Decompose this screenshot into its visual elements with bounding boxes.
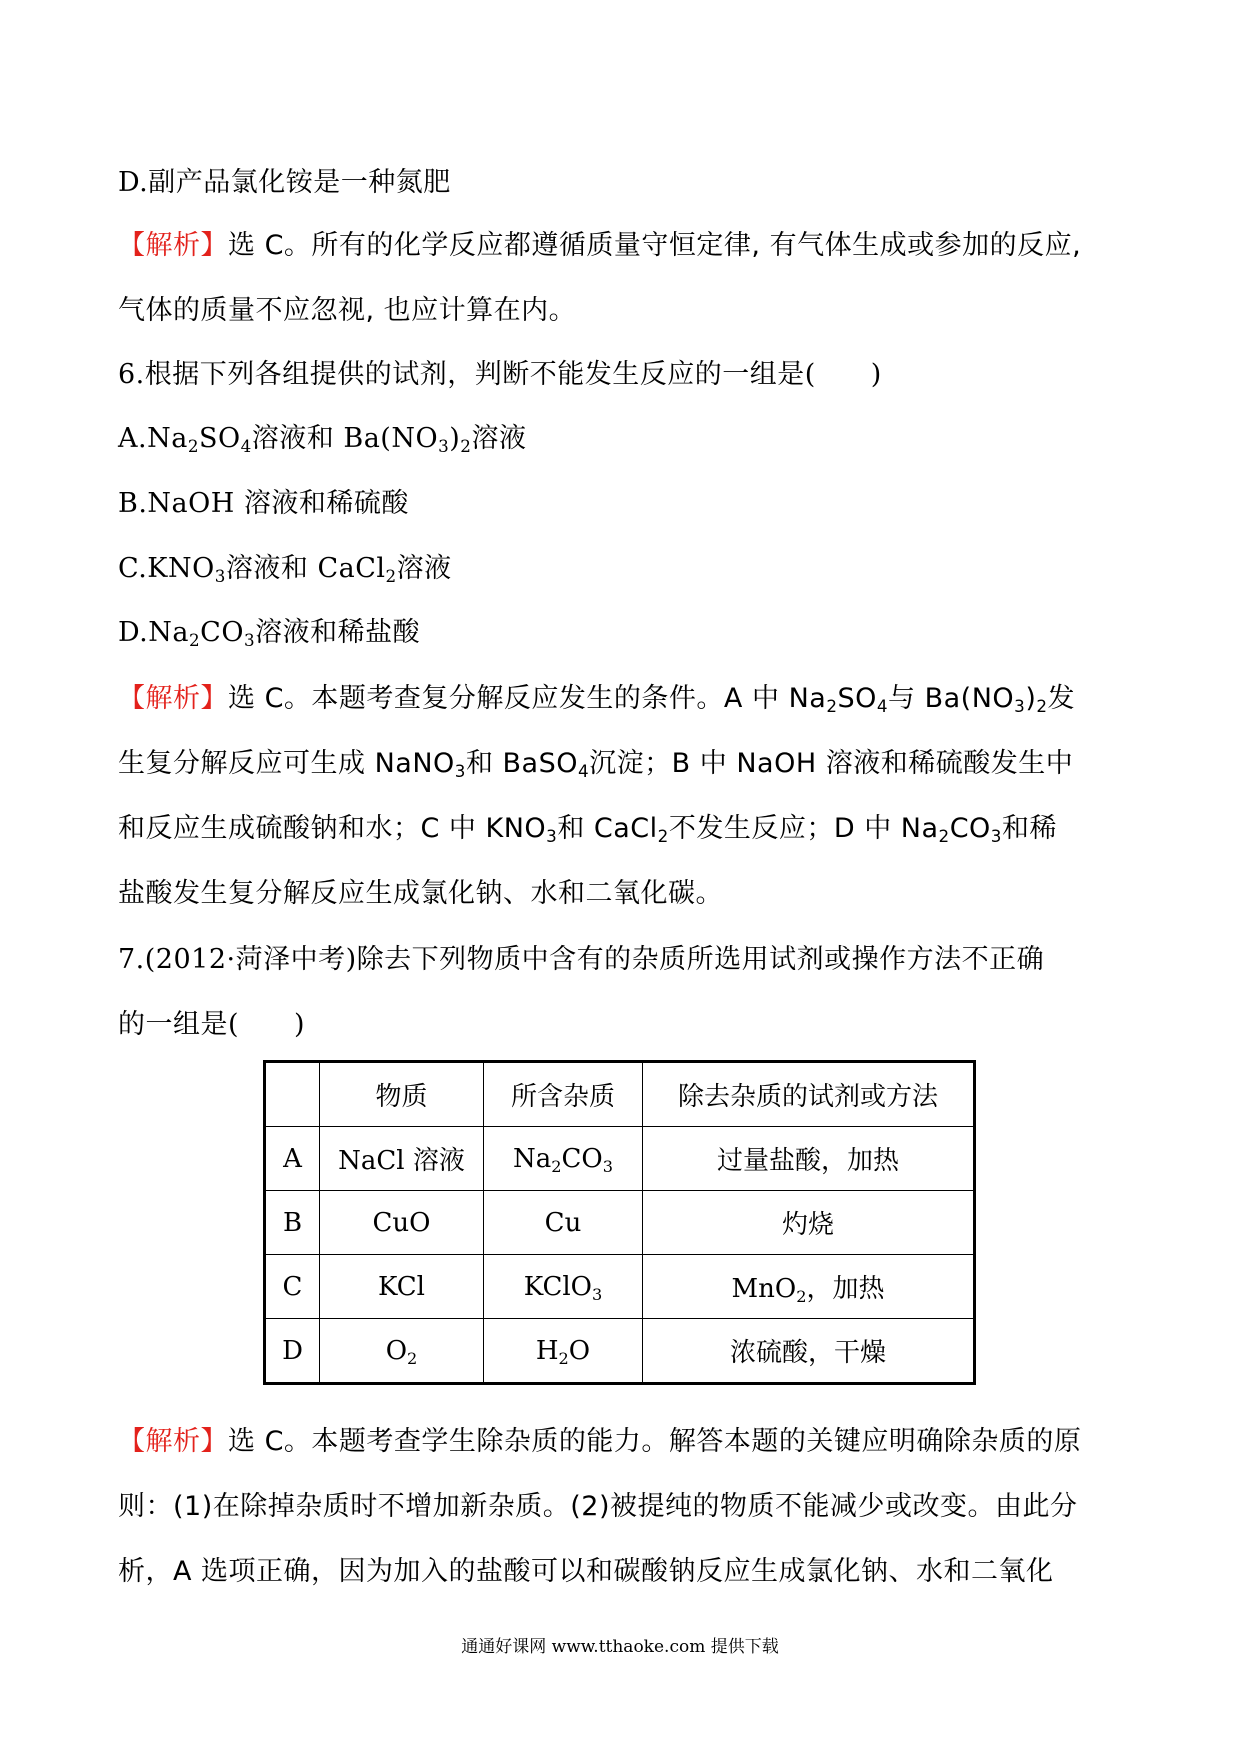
row-label: A: [265, 1127, 320, 1191]
impurity-cell: KClO$_3$: [484, 1255, 643, 1319]
table-row: [265, 1191, 975, 1255]
q6-option-a: $A.Na_2SO_4$溶液和 $Ba(NO_3)_2$溶液: [118, 423, 527, 457]
method-cell: 过量盐酸，加热: [643, 1127, 975, 1191]
q5-analysis-line-2: 气体的质量不应忽视, 也应计算在内。: [118, 295, 577, 326]
q6-analysis-line-4: 盐酸发生复分解反应生成氯化钠、水和二氧化碳。: [118, 878, 723, 909]
impurity-cell: Cu: [484, 1191, 643, 1255]
q7-analysis-line-3: 析，A 选项正确，因为加入的盐酸可以和碳酸钠反应生成氯化钠、水和二氧化: [118, 1556, 1054, 1587]
table-row: [265, 1319, 975, 1384]
table-header-cell: 除去杂质的试剂或方法: [643, 1062, 975, 1127]
table-header-cell: [265, 1062, 320, 1127]
q6-option-d: $D.Na_2CO_3$溶液和稀盐酸: [118, 617, 421, 651]
analysis-tag: 【解析】: [118, 1426, 228, 1457]
substance-cell: $O_2$: [320, 1319, 484, 1384]
q7-table: [263, 1060, 976, 1385]
impurity-cell: $Na_2CO_3$: [484, 1127, 643, 1191]
method-cell: MnO$_2$，加热: [643, 1255, 975, 1319]
row-label: D: [265, 1319, 320, 1384]
table-header-cell: 物质: [320, 1062, 484, 1127]
substance-cell: NaCl 溶液: [320, 1127, 484, 1191]
table-header-row: [265, 1062, 975, 1127]
q7-analysis-line-1: 【解析】选 C。本题考查学生除杂质的能力。解答本题的关键应明确除杂质的原: [118, 1426, 1082, 1457]
analysis-tag: 【解析】: [118, 683, 228, 714]
table-row: [265, 1255, 975, 1319]
q6-analysis-line-1: 【解析】选 C。本题考查复分解反应发生的条件。A 中 $Na_2SO_4$与 $Ba(NO_3)_2$发: [118, 683, 1076, 717]
q6-option-c: $C.KNO_3$溶液和 CaCl$_2$溶液: [118, 553, 452, 587]
q7-stem-line-2: 的一组是( ): [118, 1009, 306, 1040]
analysis-tag: 【解析】: [118, 230, 228, 261]
substance-cell: CuO: [320, 1191, 484, 1255]
row-label: C: [265, 1255, 320, 1319]
q5-analysis-line-1: 【解析】选 C。所有的化学反应都遵循质量守恒定律, 有气体生成或参加的反应,: [118, 230, 1082, 261]
q6-analysis-line-3: 和反应生成硫酸钠和水；C 中 $KNO_3$和 CaCl$_2$不发生反应；D 中 $Na_2CO_3$和稀: [118, 813, 1057, 847]
q7-analysis-line-2: 则：(1)在除掉杂质时不增加新杂质。(2)被提纯的物质不能减少或改变。由此分: [118, 1491, 1078, 1522]
page-footer: 通通好课网 www.tthaoke.com 提供下载: [461, 1637, 779, 1657]
q6-analysis-line-2: 生复分解反应可生成 NaNO$_3$和 BaSO$_4$沉淀；B 中 NaOH 溶液和稀硫酸发生中: [118, 748, 1074, 782]
method-cell: 浓硫酸，干燥: [643, 1319, 975, 1384]
q6-stem: 6.根据下列各组提供的试剂，判断不能发生反应的一组是( ): [118, 359, 882, 390]
table-row: [265, 1127, 975, 1191]
substance-cell: KCl: [320, 1255, 484, 1319]
q5-option-d: D.副产品氯化铵是一种氮肥: [118, 167, 451, 198]
impurity-cell: $H_2O$: [484, 1319, 643, 1384]
method-cell: 灼烧: [643, 1191, 975, 1255]
q6-option-b: B.NaOH 溶液和稀硫酸: [118, 488, 409, 519]
table-header-cell: 所含杂质: [484, 1062, 643, 1127]
row-label: B: [265, 1191, 320, 1255]
q7-stem-line-1: 7.(2012·菏泽中考)除去下列物质中含有的杂质所选用试剂或操作方法不正确: [118, 944, 1045, 975]
